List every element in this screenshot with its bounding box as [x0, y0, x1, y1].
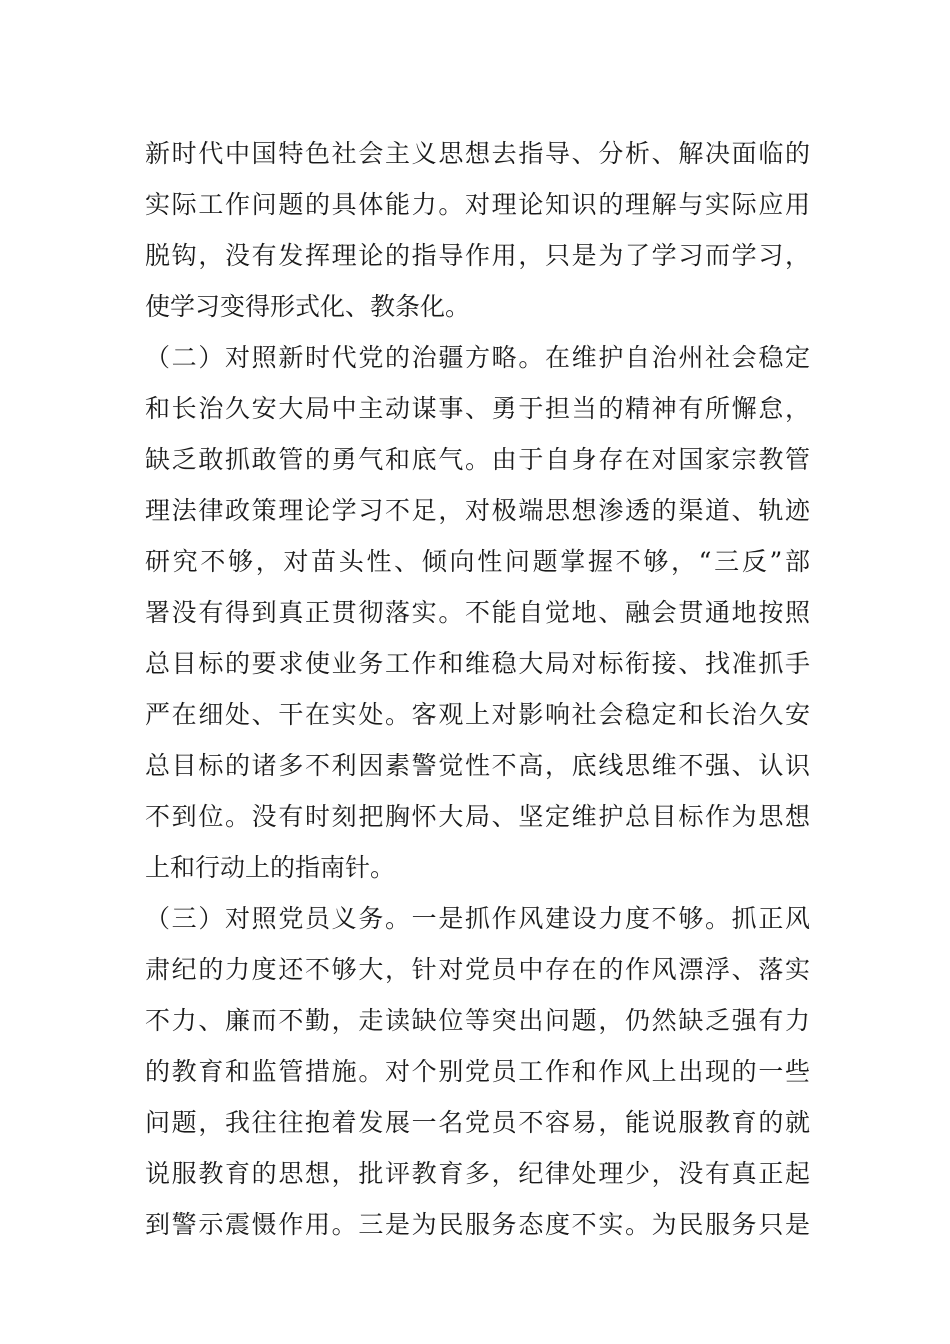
text-line: 总目标的诸多不利因素警觉性不高，底线思维不强、认识 [145, 751, 810, 780]
text-line: 不到位。没有时刻把胸怀大局、坚定维护总目标作为思想 [145, 802, 810, 831]
text-line: 不力、廉而不勤，走读缺位等突出问题，仍然缺乏强有力 [145, 1006, 810, 1035]
text-line: 的教育和监管措施。对个别党员工作和作风上出现的一些 [145, 1057, 810, 1086]
text-line: 研究不够，对苗头性、倾向性问题掌握不够，“三反”部 [145, 547, 810, 576]
text-line: 和长治久安大局中主动谋事、勇于担当的精神有所懈怠， [145, 394, 810, 423]
paragraph-end-line: 使学习变得形式化、教条化。 [145, 292, 471, 321]
text-line: 到警示震慑作用。三是为民服务态度不实。为民服务只是 [145, 1210, 810, 1239]
body-text [145, 128, 810, 1250]
section-heading-line: （二）对照新时代党的治疆方略。在维护自治州社会稳定 [145, 343, 810, 372]
text-line: 说服教育的思想，批评教育多，纪律处理少，没有真正起 [145, 1159, 810, 1188]
text-line: 实际工作问题的具体能力。对理论知识的理解与实际应用 [145, 190, 810, 219]
text-line: 署没有得到真正贯彻落实。不能自觉地、融会贯通地按照 [145, 598, 810, 627]
text-line: 脱钩，没有发挥理论的指导作用，只是为了学习而学习， [145, 241, 810, 270]
section-heading-line: （三）对照党员义务。一是抓作风建设力度不够。抓正风 [145, 904, 810, 933]
text-line: 总目标的要求使业务工作和维稳大局对标衔接、找准抓手 [145, 649, 810, 678]
text-line: 严在细处、干在实处。客观上对影响社会稳定和长治久安 [145, 700, 810, 729]
text-line: 缺乏敢抓敢管的勇气和底气。由于自身存在对国家宗教管 [145, 445, 810, 474]
text-line: 理法律政策理论学习不足，对极端思想渗透的渠道、轨迹 [145, 496, 810, 525]
text-line: 肃纪的力度还不够大，针对党员中存在的作风漂浮、落实 [145, 955, 810, 984]
text-line: 问题，我往往抱着发展一名党员不容易，能说服教育的就 [145, 1108, 810, 1137]
paragraph-end-line: 上和行动上的指南针。 [145, 853, 396, 882]
text-line: 新时代中国特色社会主义思想去指导、分析、解决面临的 [145, 139, 810, 168]
